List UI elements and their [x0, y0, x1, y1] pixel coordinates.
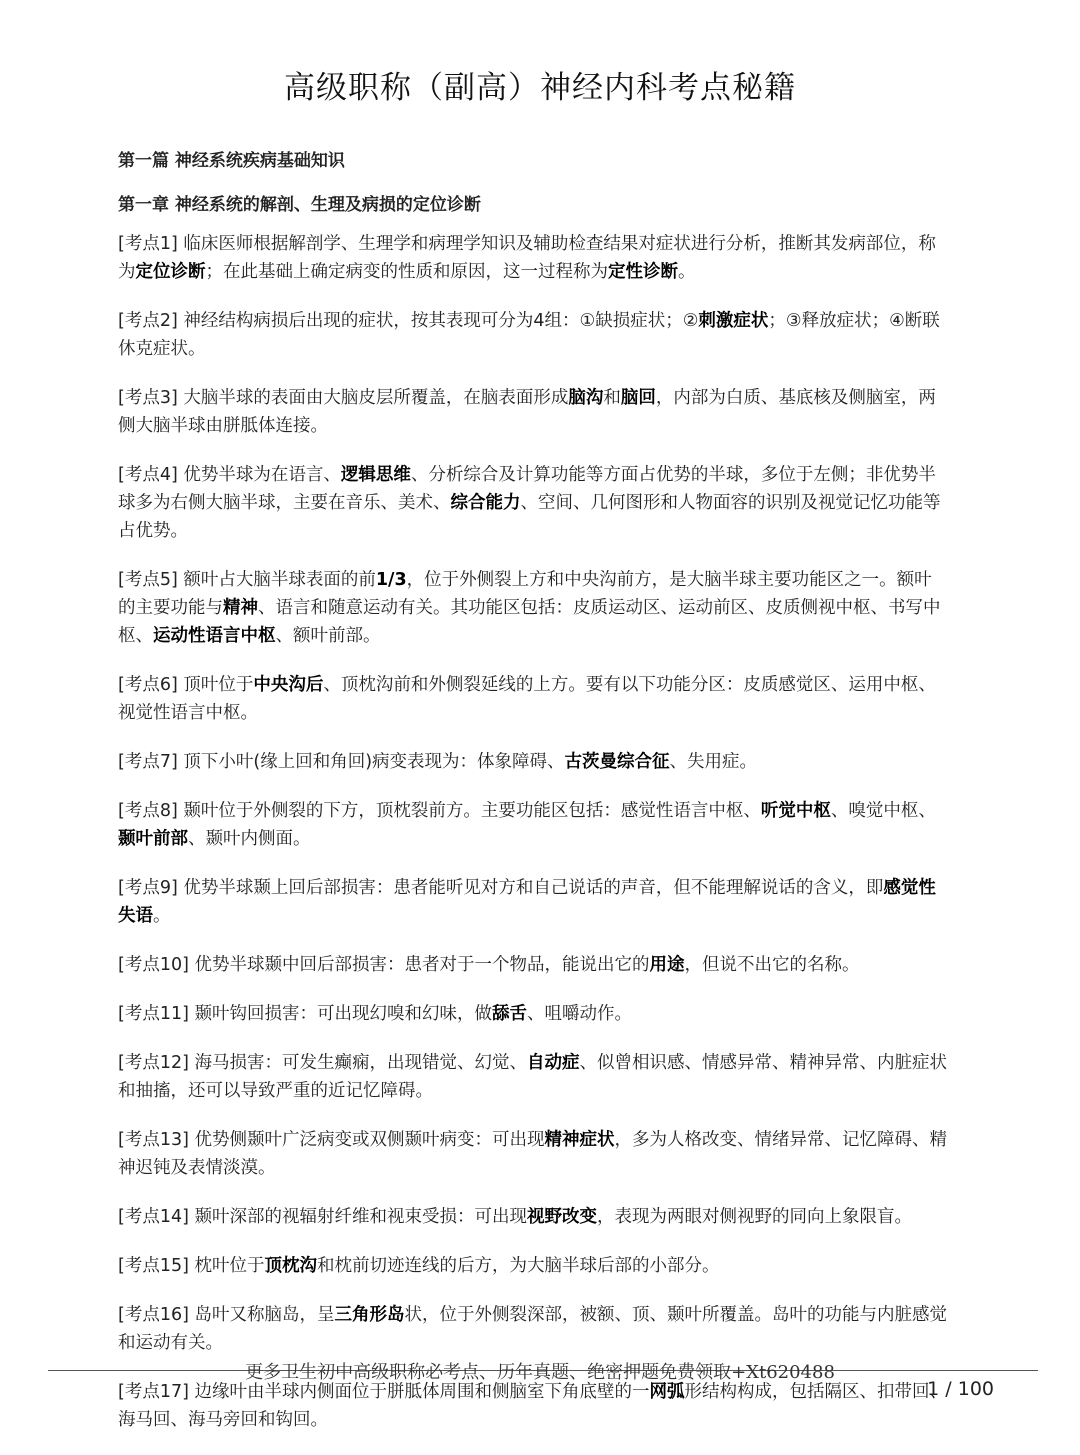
exam-point-label: [考点4] — [118, 465, 178, 485]
exam-point — [118, 748, 948, 776]
exam-point-label: [考点6] — [118, 675, 178, 695]
key-term: 定位诊断 — [135, 262, 206, 282]
key-term: 精神 — [223, 598, 258, 618]
point-text: 颞叶深部的视辐射纤维和视束受损：可出现 — [194, 1207, 528, 1227]
key-term: 古茨曼综合征 — [564, 752, 670, 772]
exam-point — [118, 797, 948, 853]
point-text: ，但说不出它的名称。 — [684, 955, 860, 975]
point-text: 海马损害：可发生癫痫，出现错觉、幻觉、 — [194, 1053, 528, 1073]
point-text: 、语言和随意运动有关。其功能区包括：皮质运动区、运动前区、皮质侧视中枢、书写中枢、 — [118, 598, 941, 646]
key-term: 定性诊断 — [608, 262, 678, 282]
point-text: 、似曾相识感、情感异常、精神异常、内脏症状和抽搐，还可以导致严重的近记忆障碍。 — [118, 1053, 948, 1101]
exam-point-label: [考点8] — [118, 801, 178, 821]
point-text: ，表现为两眼对侧视野的同向上象限盲。 — [597, 1207, 913, 1227]
key-term: 自动症 — [527, 1053, 580, 1073]
key-term: 1/3 — [375, 570, 407, 590]
point-text: 优势半球颞上回后部损害：患者能听见对方和自己说话的声音，但不能理解说话的含义，即 — [183, 878, 884, 898]
key-term: 听觉中枢 — [760, 801, 831, 821]
point-text: 、咀嚼动作。 — [527, 1004, 633, 1024]
point-text: 、嗅觉中枢、 — [830, 801, 936, 821]
key-term: 网弧 — [649, 1382, 685, 1402]
point-text: 额叶占大脑半球表面的前 — [183, 570, 376, 590]
point-text: 。 — [153, 906, 171, 926]
point-text: 状，位于外侧裂深部，被额、顶、颞叶所覆盖。岛叶的功能与内脏感觉和运动有关。 — [118, 1305, 948, 1353]
exam-point-label: [考点1] — [118, 234, 178, 254]
key-term: 脑回 — [620, 388, 656, 408]
point-text: 、空间、几何图形和人物面容的识别及视觉记忆功能等占优势。 — [118, 493, 941, 541]
point-text: 临床医师根据解剖学、生理学和病理学知识及辅助检查结果对症状进行分析，推断其发病部位，称为 — [118, 234, 936, 282]
point-text: 岛叶又称脑岛，呈 — [194, 1305, 335, 1325]
exam-point — [118, 1049, 948, 1105]
point-text: 顶下小叶(缘上回和角回)病变表现为：体象障碍、 — [183, 752, 565, 772]
exam-point-label: [考点7] — [118, 752, 178, 772]
point-text: 、颞叶内侧面。 — [188, 829, 311, 849]
point-text: 和 — [603, 388, 621, 408]
document-title: 高级职称（副高）神经内科考点秘籍 — [284, 70, 796, 106]
exam-point — [118, 307, 948, 363]
point-text: ，多为人格改变、情绪异常、记忆障碍、精神迟钝及表情淡漠。 — [118, 1130, 948, 1178]
key-term: 三角形岛 — [334, 1305, 405, 1325]
exam-point-label: [考点17] — [118, 1382, 189, 1402]
key-term: 颞叶前部 — [118, 829, 188, 849]
point-text: 、失用症。 — [669, 752, 758, 772]
key-term: 舔舌 — [492, 1004, 528, 1024]
exam-point-label: [考点3] — [118, 388, 178, 408]
point-text: ，内部为白质、基底核及侧脑室，两侧大脑半球由胼胝体连接。 — [118, 388, 936, 436]
point-text: ；③释放症状；④断联休克症状。 — [118, 311, 940, 359]
exam-point — [118, 1126, 948, 1182]
point-text: 优势侧颞叶广泛病变或双侧颞叶病变：可出现 — [194, 1130, 545, 1150]
point-text: 优势半球为在语言、 — [183, 465, 341, 485]
exam-point — [118, 461, 948, 545]
exam-point-label: [考点5] — [118, 570, 178, 590]
part-heading: 第一篇 神经系统疾病基础知识 — [118, 151, 345, 171]
exam-point-label: [考点2] — [118, 311, 178, 331]
footer-promo-text: 更多卫生初中高级职称必考点、历年真题、绝密押题免费领取+Xt620488 — [245, 1362, 835, 1383]
point-text: 神经结构病损后出现的症状，按其表现可分为4组：①缺损症状；② — [183, 311, 699, 331]
exam-point — [118, 1000, 948, 1028]
key-term: 运动性语言中枢 — [153, 626, 276, 646]
key-term: 精神症状 — [544, 1130, 615, 1150]
point-text: 边缘叶由半球内侧面位于胼胝体周围和侧脑室下角底壁的一 — [194, 1382, 650, 1402]
exam-point-label: [考点9] — [118, 878, 178, 898]
exam-point — [118, 874, 948, 930]
point-text: 颞叶位于外侧裂的下方，顶枕裂前方。主要功能区包括：感觉性语言中枢、 — [183, 801, 761, 821]
exam-point-label: [考点15] — [118, 1256, 189, 1276]
exam-point — [118, 1378, 948, 1434]
point-text: 、额叶前部。 — [275, 626, 381, 646]
point-text: 顶叶位于 — [183, 675, 254, 695]
page-number: 1 / 100 — [927, 1378, 994, 1400]
exam-point-label: [考点14] — [118, 1207, 189, 1227]
point-text: 枕叶位于 — [194, 1256, 265, 1276]
point-text: 、分析综合及计算功能等方面占优势的半球，多位于左侧；非优势半球多为右侧大脑半球，主要在音乐、美术、 — [118, 465, 936, 513]
point-text: 和枕前切迹连线的后方，为大脑半球后部的小部分。 — [317, 1256, 720, 1276]
point-text: ，位于外侧裂上方和中央沟前方，是大脑半球主要功能区之一。额叶的主要功能与 — [118, 570, 932, 618]
exam-point-label: [考点12] — [118, 1053, 189, 1073]
point-text: 大脑半球的表面由大脑皮层所覆盖，在脑表面形成 — [183, 388, 569, 408]
exam-point-label: [考点16] — [118, 1305, 189, 1325]
point-text: ；在此基础上确定病变的性质和原因，这一过程称为 — [205, 262, 608, 282]
key-term: 感觉性失语 — [118, 878, 936, 926]
point-text: 优势半球颞中回后部损害：患者对于一个物品，能说出它的 — [194, 955, 650, 975]
point-text: 。 — [678, 262, 696, 282]
exam-point — [118, 566, 948, 650]
exam-point — [118, 1203, 948, 1231]
key-term: 用途 — [649, 955, 685, 975]
exam-points-list — [118, 230, 948, 1455]
exam-point — [118, 671, 948, 727]
key-term: 中央沟后 — [253, 675, 324, 695]
point-text: 形结构构成，包括隔区、扣带回、海马回、海马旁回和钩回。 — [118, 1382, 948, 1430]
exam-point — [118, 230, 948, 286]
exam-point — [118, 951, 948, 979]
point-text: 颞叶钩回损害：可出现幻嗅和幻味，做 — [194, 1004, 493, 1024]
key-term: 综合能力 — [450, 493, 521, 513]
key-term: 逻辑思维 — [340, 465, 411, 485]
exam-point-label: [考点10] — [118, 955, 189, 975]
exam-point-label: [考点11] — [118, 1004, 189, 1024]
point-text: 、顶枕沟前和外侧裂延线的上方。要有以下功能分区：皮质感觉区、运用中枢、视觉性语言中枢。 — [118, 675, 936, 723]
chapter-heading: 第一章 神经系统的解剖、生理及病损的定位诊断 — [118, 195, 481, 215]
exam-point — [118, 384, 948, 440]
exam-point — [118, 1252, 948, 1280]
key-term: 视野改变 — [527, 1207, 598, 1227]
key-term: 刺激症状 — [698, 311, 769, 331]
key-term: 脑沟 — [568, 388, 604, 408]
exam-point-label: [考点13] — [118, 1130, 189, 1150]
exam-point — [118, 1301, 948, 1357]
key-term: 顶枕沟 — [264, 1256, 318, 1276]
